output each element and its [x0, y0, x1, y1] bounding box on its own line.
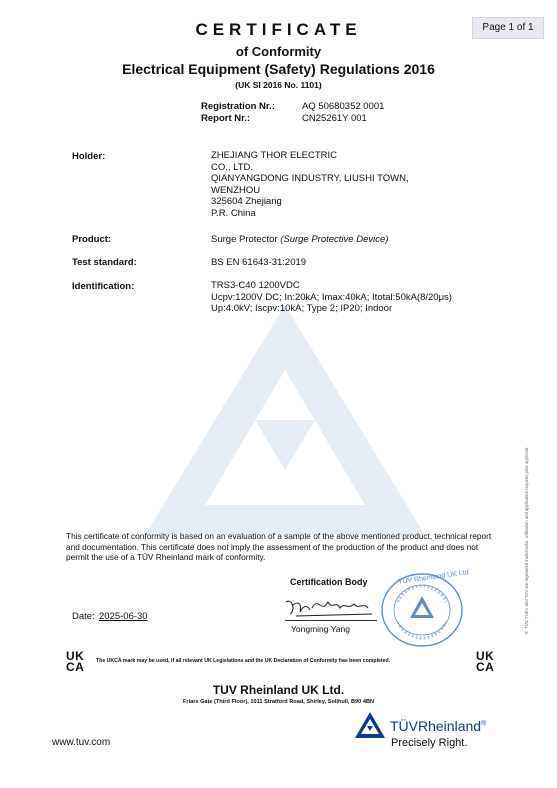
- ukca-mark-right: [476, 651, 494, 673]
- test-standard-value: BS EN 61643-31:2019: [211, 257, 307, 268]
- brand-slogan: Precisely Right.: [391, 737, 468, 749]
- subtitle-of-conformity: of Conformity: [235, 44, 322, 59]
- registration-value: AQ 50680352 0001: [302, 101, 385, 112]
- report-label: Report Nr.:: [201, 113, 251, 124]
- signature-line: [285, 620, 377, 621]
- date-value: 2025-06-30: [99, 611, 148, 622]
- brand-text: TÜVRheinland: [390, 718, 482, 734]
- product-value: [211, 234, 388, 246]
- holder-line: 325604 Zhejiang: [211, 196, 282, 208]
- certificate-title: CERTIFICATE: [195, 20, 362, 39]
- certification-stamp: [380, 572, 464, 648]
- subtitle-si: (UK SI 2016 No. 1101): [235, 80, 322, 90]
- website-link[interactable]: www.tuv.com: [52, 737, 111, 748]
- holder-line: WENZHOU: [211, 184, 261, 196]
- identification-line: Up:4.0kV; Iscpv:10kA; Type 2; IP20; Indoor: [211, 303, 393, 315]
- identification-label: Identification:: [72, 281, 135, 292]
- ukca-notice: The UKCA mark may be used, if all relevant UK Legislations and the UK Declaration of Conformity has been completed.: [96, 658, 391, 664]
- issuer-address: Friars Gate (Third Floor), 1011 Stratford Road, Shirley, Solihull, B90 4BN: [182, 699, 375, 705]
- ukca-mark-left: [66, 651, 84, 673]
- watermark-triangle: [140, 300, 430, 540]
- ukca-bottom: CA: [476, 660, 495, 674]
- stamp-text: TÜV Rheinland UK Ltd: [397, 569, 469, 586]
- tuv-triangle-logo: [354, 711, 386, 739]
- ukca-top: UK: [476, 649, 495, 663]
- holder-address: [211, 150, 409, 220]
- ukca-bottom: CA: [66, 660, 85, 674]
- identification-line: Ucpv:1200V DC; In:20kA; Imax:40kA; Itotal:50kA(8/20μs): [211, 291, 452, 303]
- product-type: (Surge Protective Device): [280, 234, 389, 245]
- brand-registered: ®: [481, 720, 487, 728]
- issuer-name: TUV Rheinland UK Ltd.: [212, 683, 345, 697]
- holder-line: P.R. China: [211, 207, 256, 219]
- identification-line: TRS3-C40 1200VDC: [211, 280, 300, 291]
- conformity-statement: This certificate of conformity is based on an evaluation of a sample of the above mentioned product, technical report and documentation. This certificate does not imply the assessment of the production of the product and does not permit the use of a TÜV Rheinland mark of conformity.: [66, 531, 492, 562]
- identification-details: [211, 280, 452, 315]
- page-label: Page 1 of 1: [472, 17, 544, 39]
- holder-line: ZHEJIANG THOR ELECTRIC: [211, 150, 337, 161]
- product-name: Surge Protector: [211, 234, 278, 245]
- holder-line: CO., LTD.: [211, 161, 254, 173]
- brand-name: [390, 718, 486, 734]
- trademark-note: ® TÜV, TUEV and TUV are registered trademarks. Utilisation and application requires prior approval.: [524, 446, 529, 635]
- signatory-name: Yongming Yang: [291, 624, 350, 634]
- report-value: CN25261Y 001: [302, 113, 367, 124]
- subtitle-regulation: Electrical Equipment (Safety) Regulations 2016: [122, 61, 435, 77]
- registration-label: Registration Nr.:: [201, 101, 275, 112]
- certification-body-label: Certification Body: [290, 577, 368, 587]
- signature: [282, 592, 382, 622]
- date-label: Date:: [72, 611, 95, 622]
- test-standard-label: Test standard:: [72, 257, 137, 268]
- holder-label: Holder:: [72, 151, 106, 162]
- holder-line: QIANYANGDONG INDUSTRY, LIUSHI TOWN,: [211, 173, 409, 185]
- ukca-top: UK: [66, 649, 85, 663]
- product-label: Product:: [72, 234, 112, 245]
